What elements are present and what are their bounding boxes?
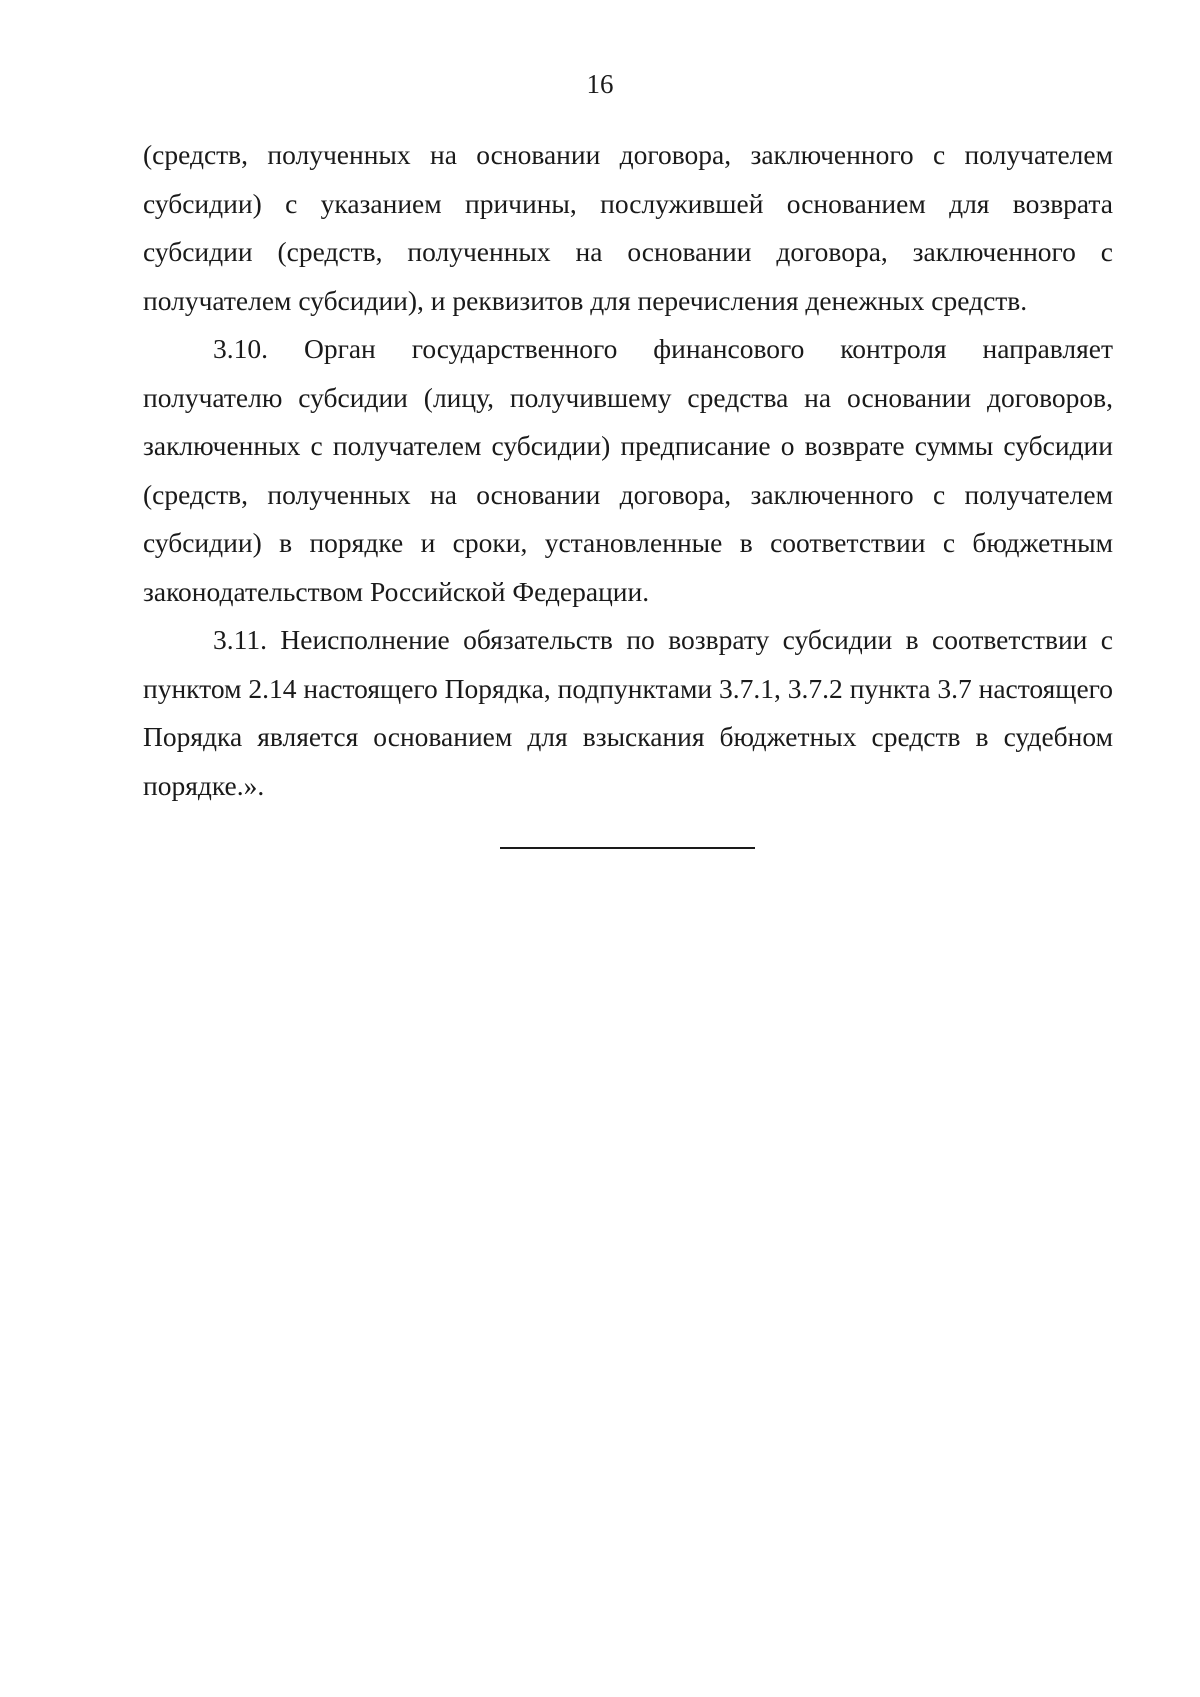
- paragraph-3-10: 3.10. Орган государственного финансового контроля направляет получателю субсидии (лицу, получившему средства на основании договоров, заключенных с получателем субсидии) предписание о возврате суммы субсидии (средств, полученных на основании договора, заключенного с получателем субсидии) в порядке и сроки, установленные в соответствии с бюджетным законодательством Российской Федерации.: [143, 333, 1113, 607]
- document-body: [143, 131, 1113, 810]
- page-number: 16: [586, 69, 614, 99]
- closing-divider-line: [500, 847, 755, 849]
- paragraph-continuation: (средств, полученных на основании договора, заключенного с получателем субсидии) с указанием причины, послужившей основанием для возврата субсидии (средств, полученных на основании договора, заключенного с получателем субсидии), и реквизитов для перечисления денежных средств.: [143, 139, 1113, 316]
- paragraph-3-11: 3.11. Неисполнение обязательств по возврату субсидии в соответствии с пунктом 2.14 настоящего Порядка, подпунктами 3.7.1, 3.7.2 пункта 3.7 настоящего Порядка является основанием для взыскания бюджетных средств в судебном порядке.».: [143, 624, 1113, 801]
